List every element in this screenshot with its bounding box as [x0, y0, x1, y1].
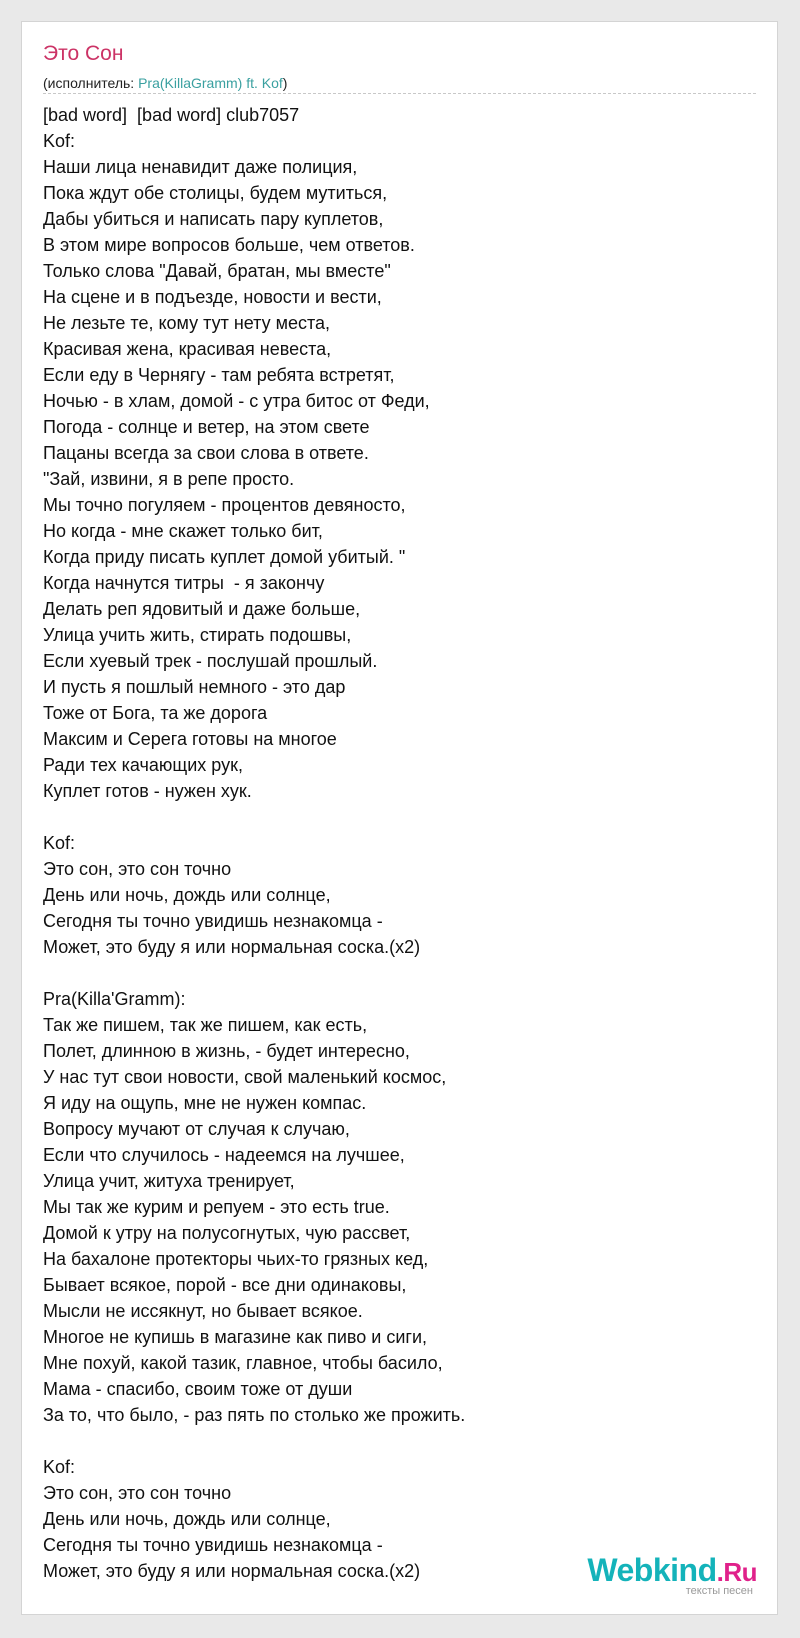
song-title: Это Сон	[43, 42, 124, 65]
artist-suffix: )	[282, 75, 288, 91]
lyric-line: Если еду в Чернягу - там ребята встретят,	[43, 365, 395, 385]
lyric-line	[43, 804, 753, 830]
lyric-line: Только слова "Давай, братан, мы вместе"	[43, 261, 391, 281]
lyric-line: Когда приду писать куплет домой убитый. "	[43, 547, 406, 567]
lyric-line: Улица учить жить, стирать подошвы,	[43, 625, 352, 645]
lyric-line: Это сон, это сон точно	[43, 859, 232, 879]
lyric-line: Погода - солнце и ветер, на этом свете	[43, 417, 370, 437]
lyric-line: Но когда - мне скажет только бит,	[43, 521, 323, 541]
lyric-line: Мы точно погуляем - процентов девяносто,	[43, 495, 406, 515]
lyric-line	[43, 1428, 753, 1454]
lyric-line: Я иду на ощупь, мне не нужен компас.	[43, 1093, 367, 1113]
logo-tld: .Ru	[716, 1557, 757, 1587]
webkind-logo[interactable]	[587, 1553, 757, 1597]
lyric-line: Когда начнутся титры - я закончу	[43, 573, 325, 593]
lyric-line: Может, это буду я или нормальная соска.(x2)	[43, 1561, 421, 1581]
lyric-line: Дабы убиться и написать пару куплетов,	[43, 209, 384, 229]
lyric-line: Не лезьте те, кому тут нету места,	[43, 313, 331, 333]
lyric-line: Kof:	[43, 131, 76, 151]
divider	[43, 93, 756, 94]
logo-brand: Webkind	[587, 1552, 717, 1588]
lyric-line: На бахалоне протекторы чьих-то грязных кед,	[43, 1249, 429, 1269]
lyric-line: Максим и Серега готовы на многое	[43, 729, 337, 749]
logo-tagline: тексты песен	[685, 1585, 753, 1597]
lyric-line: Улица учит, житуха тренирует,	[43, 1171, 295, 1191]
lyric-line: За то, что было, - раз пять по столько же прожить.	[43, 1405, 466, 1425]
lyrics-card	[21, 21, 778, 1615]
lyric-line: Пацаны всегда за свои слова в ответе.	[43, 443, 369, 463]
lyric-line	[43, 960, 753, 986]
lyric-line: Может, это буду я или нормальная соска.(x2)	[43, 937, 421, 957]
lyric-line: Многое не купишь в магазине как пиво и сиги,	[43, 1327, 428, 1347]
lyric-line: В этом мире вопросов больше, чем ответов.	[43, 235, 415, 255]
lyric-line: Это сон, это сон точно	[43, 1483, 232, 1503]
lyric-line: Kof:	[43, 833, 76, 853]
lyric-line: Если хуевый трек - послушай прошлый.	[43, 651, 378, 671]
lyric-line: Наши лица ненавидит даже полиция,	[43, 157, 358, 177]
lyric-line: Мы так же курим и репуем - это есть true.	[43, 1197, 390, 1217]
lyric-line: Домой к утру на полусогнутых, чую рассвет,	[43, 1223, 411, 1243]
lyric-line: Сегодня ты точно увидишь незнакомца -	[43, 911, 383, 931]
lyric-line: Вопросу мучают от случая к случаю,	[43, 1119, 350, 1139]
artist-line	[43, 74, 287, 92]
lyric-line: И пусть я пошлый немного - это дар	[43, 677, 346, 697]
lyric-line: "Зай, извини, я в репе просто.	[43, 469, 295, 489]
lyric-line: Мне похуй, какой тазик, главное, чтобы басило,	[43, 1353, 443, 1373]
lyric-line: Пока ждут обе столицы, будем мутиться,	[43, 183, 388, 203]
lyric-line: Ради тех качающих рук,	[43, 755, 243, 775]
lyric-line: Pra(Killa'Gramm):	[43, 989, 186, 1009]
lyric-line: Красивая жена, красивая невеста,	[43, 339, 332, 359]
lyric-line: Мысли не иссякнут, но бывает всякое.	[43, 1301, 363, 1321]
lyric-line: У нас тут свои новости, свой маленький космос,	[43, 1067, 447, 1087]
lyric-line: Куплет готов - нужен хук.	[43, 781, 252, 801]
lyric-line: Тоже от Бога, та же дорога	[43, 703, 268, 723]
artist-prefix: (исполнитель:	[43, 75, 139, 91]
lyrics-text	[43, 102, 753, 1584]
lyric-line: День или ночь, дождь или солнце,	[43, 885, 331, 905]
lyric-line: На сцене и в подъезде, новости и вести,	[43, 287, 382, 307]
lyric-line: День или ночь, дождь или солнце,	[43, 1509, 331, 1529]
lyric-line: Сегодня ты точно увидишь незнакомца -	[43, 1535, 383, 1555]
lyric-line: Ночью - в хлам, домой - с утра битос от Феди,	[43, 391, 430, 411]
lyric-line: Полет, длинною в жизнь, - будет интересно,	[43, 1041, 410, 1061]
lyric-line: Мама - спасибо, своим тоже от души	[43, 1379, 353, 1399]
lyric-line: [bad word] [bad word] club7057	[43, 105, 300, 125]
lyric-line: Делать реп ядовитый и даже больше,	[43, 599, 361, 619]
lyric-line: Kof:	[43, 1457, 76, 1477]
lyric-line: Так же пишем, так же пишем, как есть,	[43, 1015, 368, 1035]
lyric-line: Если что случилось - надеемся на лучшее,	[43, 1145, 405, 1165]
lyric-line: Бывает всякое, порой - все дни одинаковы,	[43, 1275, 407, 1295]
artist-link[interactable]: Pra(KillaGramm) ft. Kof	[138, 75, 283, 91]
